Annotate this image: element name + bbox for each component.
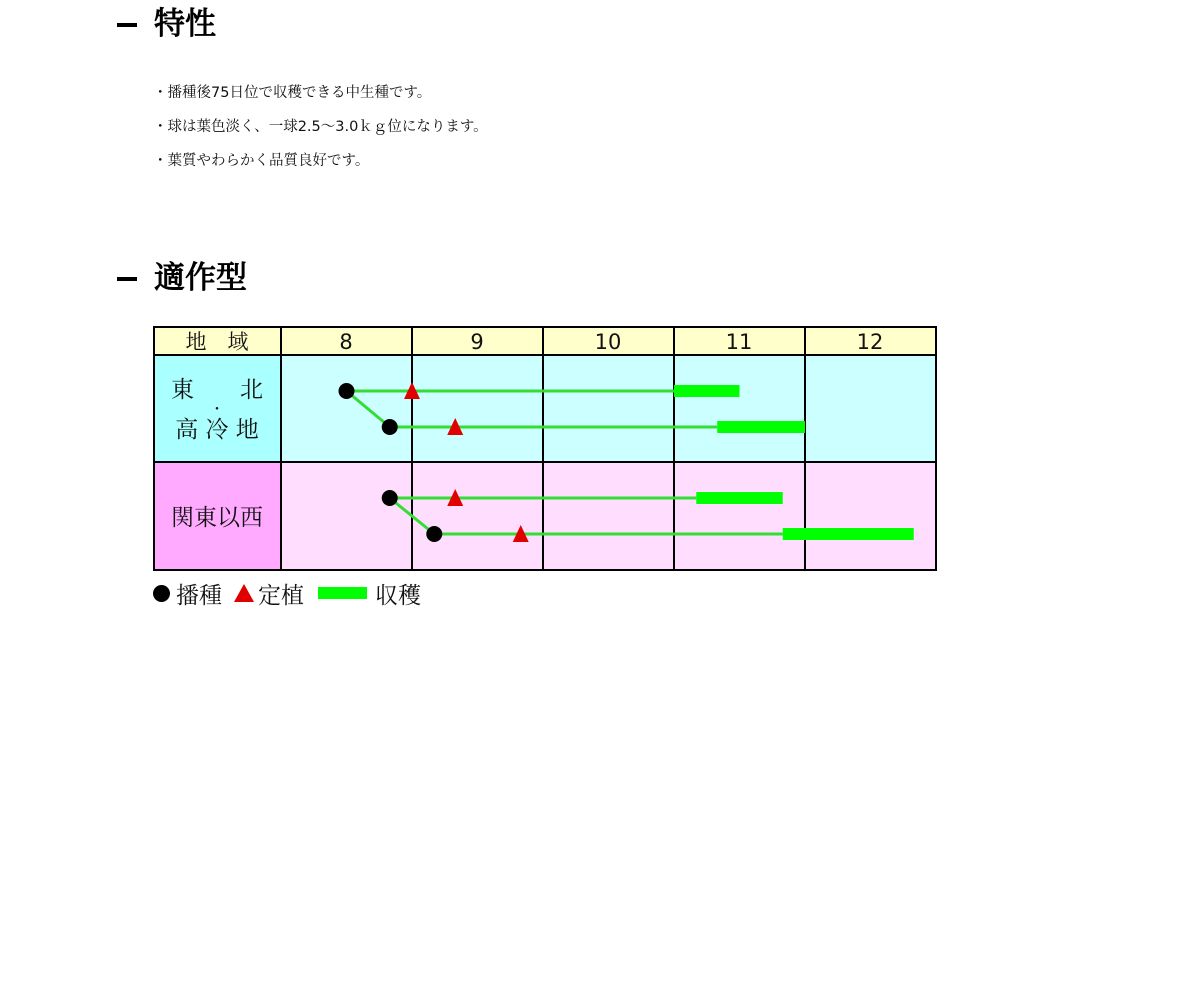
list-item: ・球は葉色淡く、一球2.5～3.0ｋｇ位になります。 — [153, 119, 488, 135]
month-label: 11 — [725, 330, 753, 354]
cropping-title: 適作型 — [154, 260, 247, 296]
harvest-bar — [674, 385, 740, 397]
month-label: 12 — [856, 330, 884, 354]
region-label-line2: 高 冷 地 — [175, 417, 259, 443]
header-bg — [154, 327, 936, 355]
row2-bg — [281, 462, 936, 570]
features-title: 特性 — [154, 6, 216, 42]
row1-bg — [281, 355, 936, 462]
region-label-middle: ・ — [210, 402, 224, 418]
sowing-mark — [382, 490, 398, 506]
sowing-mark — [382, 419, 398, 435]
sowing-dot-icon — [153, 585, 170, 602]
harvest-bar — [783, 528, 914, 540]
harvest-bar — [696, 492, 782, 504]
header-region: 地 域 — [185, 330, 249, 354]
month-label: 9 — [470, 330, 484, 354]
region-label: 関東以西 — [171, 505, 263, 531]
region-label-line1: 東 北 — [171, 377, 263, 403]
harvest-bar — [717, 421, 805, 433]
legend-planting: 定植 — [258, 582, 304, 609]
legend-harvest: 収穫 — [375, 582, 421, 609]
list-item: ・葉質やわらかく品質良好です。 — [153, 153, 370, 169]
legend-sowing: 播種 — [176, 582, 222, 609]
list-item: ・播種後75日位で収穫できる中生種です。 — [153, 85, 432, 101]
sowing-mark — [339, 383, 355, 399]
month-label: 8 — [339, 330, 353, 354]
sowing-mark — [426, 526, 442, 542]
month-label: 10 — [594, 330, 622, 354]
harvest-bar-icon — [318, 587, 367, 599]
planting-triangle-icon — [234, 584, 254, 602]
legend — [153, 576, 421, 610]
